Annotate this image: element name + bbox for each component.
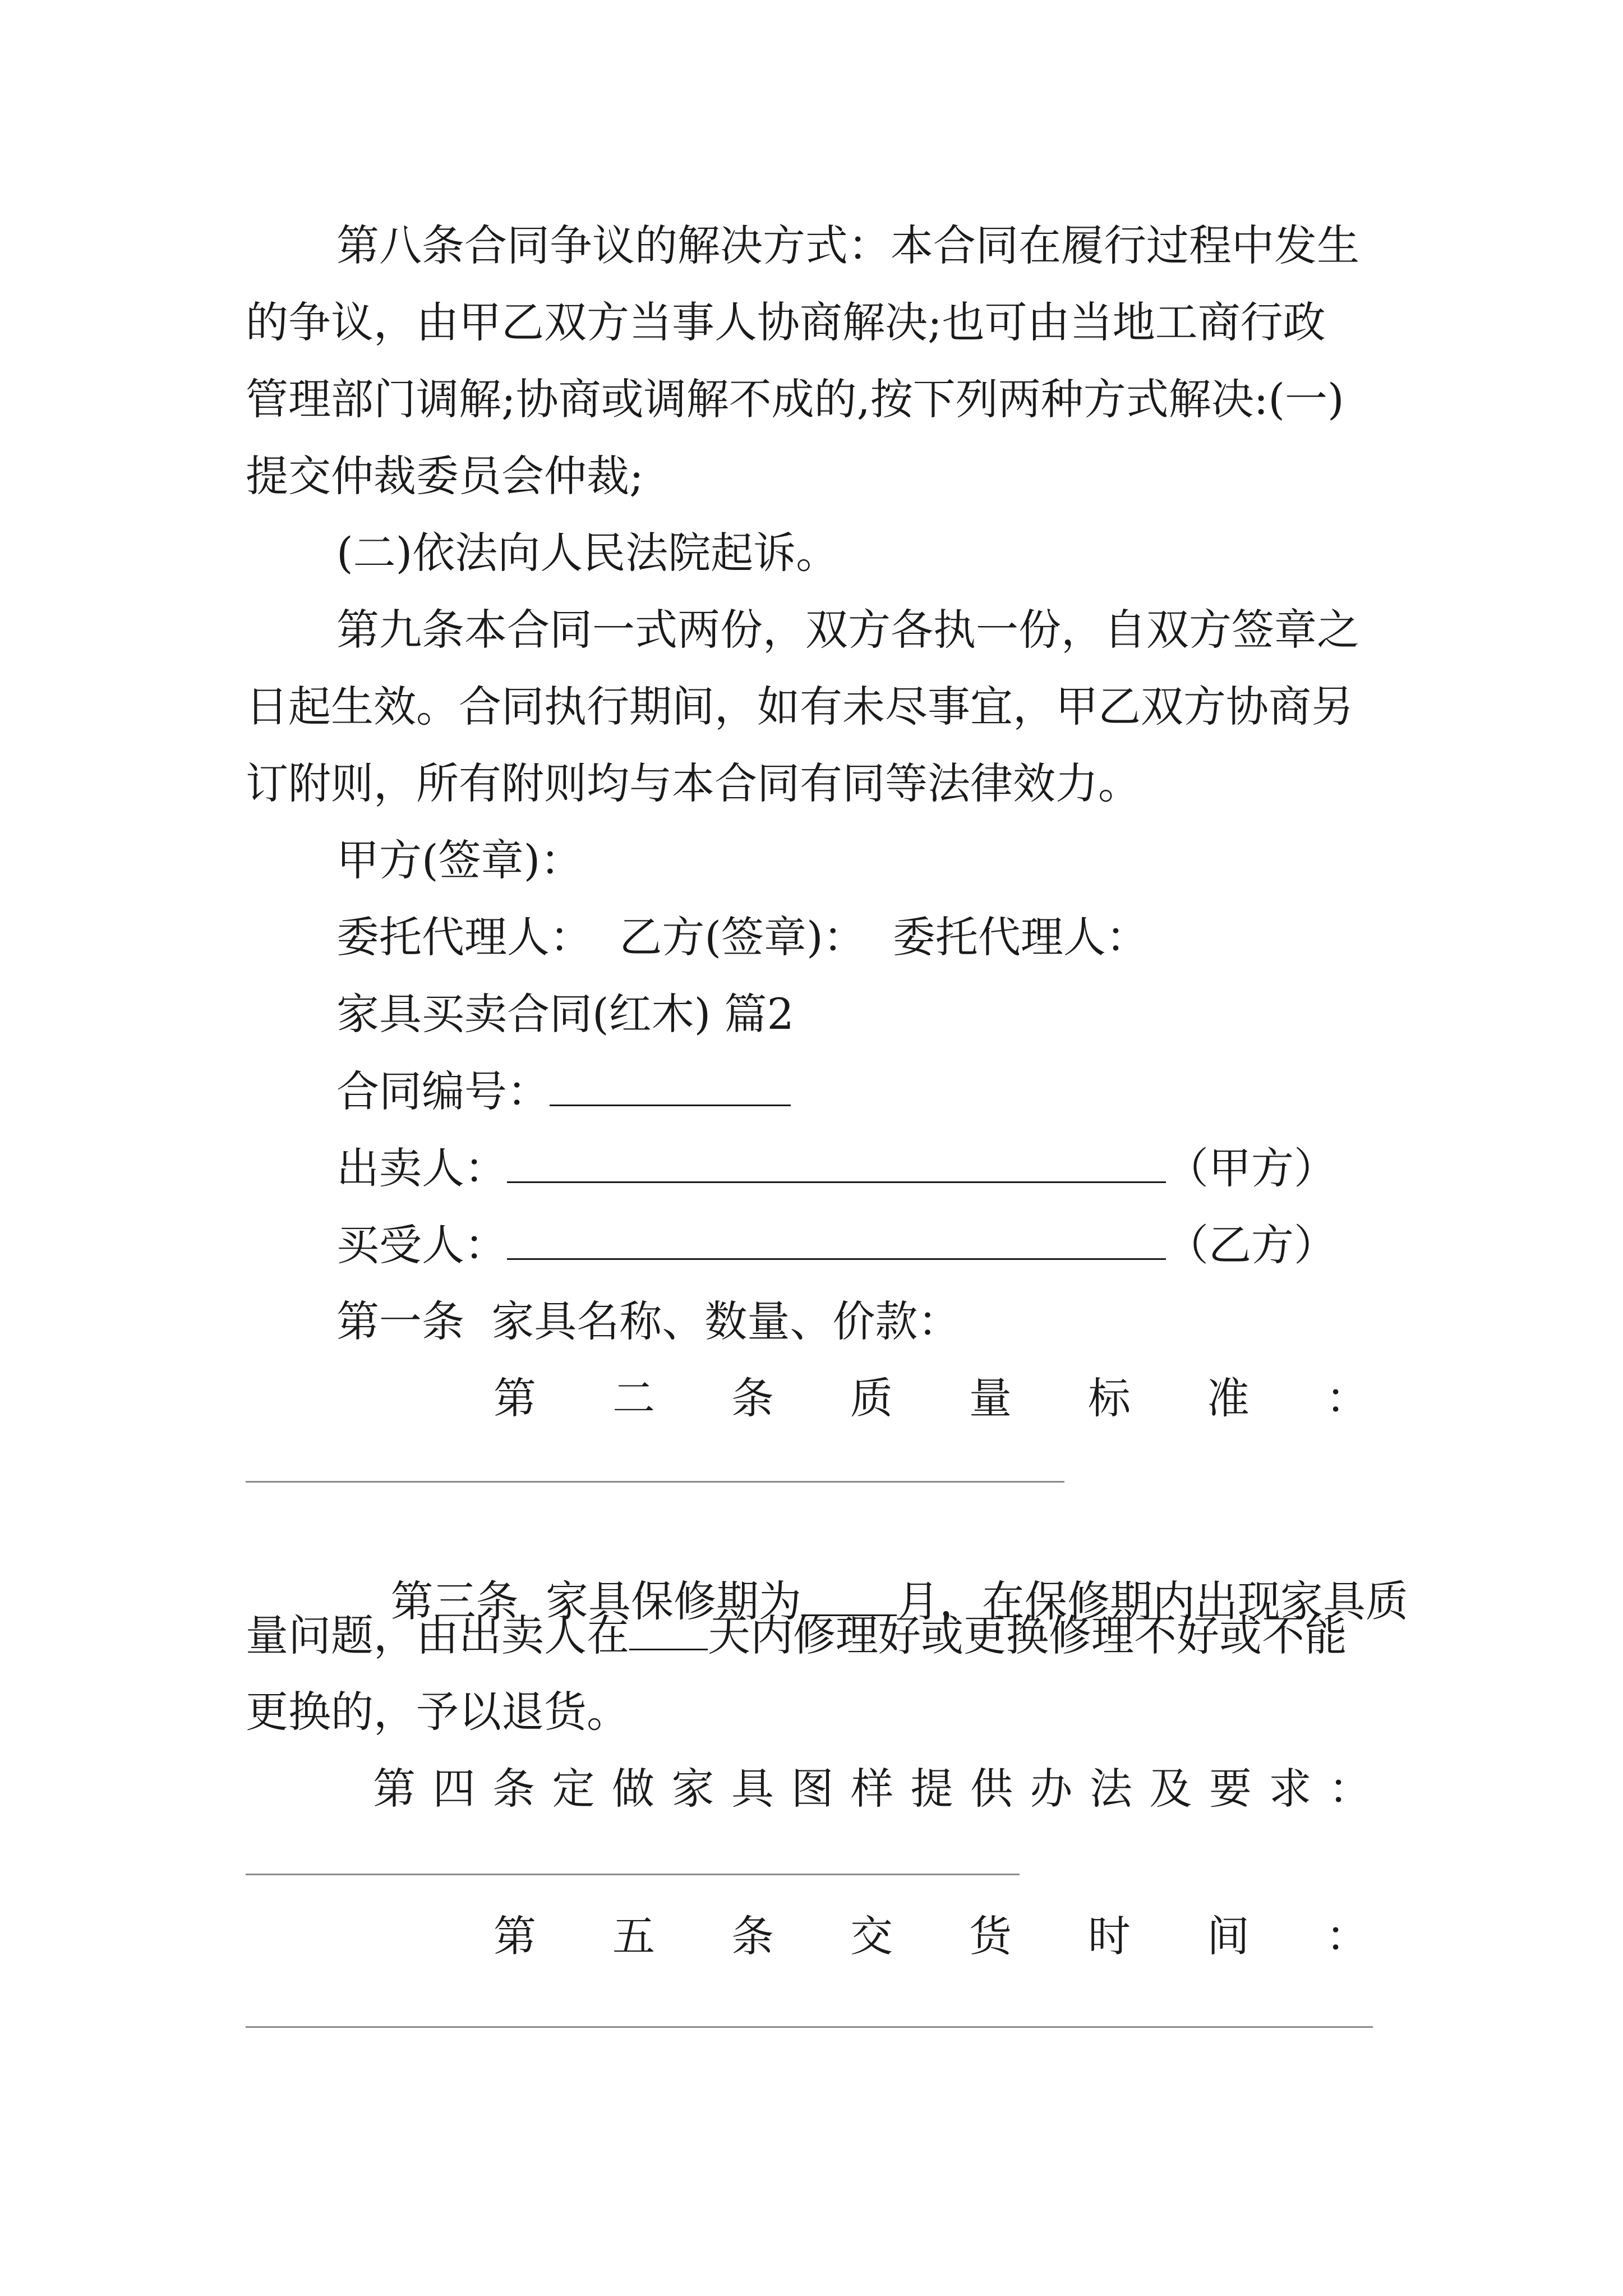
article1: 第一条 家具名称、数量、价款： xyxy=(336,1296,961,1346)
article5-fill-line xyxy=(246,2026,1373,2028)
article3-line2-start: 量问题，由出卖人在 xyxy=(246,1611,629,1660)
article4-fill-line xyxy=(246,1874,1020,1875)
article4-char: 条 xyxy=(492,1764,535,1814)
article4-char: ： xyxy=(1329,1764,1371,1814)
buyer-suffix: （乙方） xyxy=(1166,1220,1336,1270)
option-two: (二)依法向人民法院起诉。 xyxy=(336,528,839,578)
article2-fill-line xyxy=(246,1481,1064,1483)
article4-char: 要 xyxy=(1209,1764,1252,1814)
article4-char: 家 xyxy=(671,1764,714,1814)
article4-char: 四 xyxy=(432,1764,476,1814)
article8-line3: 管理部门调解;协商或调解不成的,按下列两种方式解决:(一) xyxy=(246,374,1344,424)
contract-number-row xyxy=(336,1066,791,1116)
article2-char: 质 xyxy=(850,1373,893,1423)
article5-char: 间 xyxy=(1207,1911,1249,1961)
article4-heading xyxy=(373,1764,1371,1814)
article5-char: 五 xyxy=(612,1911,655,1961)
buyer-row xyxy=(336,1220,1336,1270)
article2-char: 量 xyxy=(969,1373,1012,1423)
article2-heading xyxy=(494,1373,1368,1423)
contract2-title: 家具买卖合同(红木) 篇2 xyxy=(336,989,794,1039)
article5-char: 交 xyxy=(850,1911,893,1961)
seller-row xyxy=(336,1143,1336,1193)
article4-char: 办 xyxy=(1030,1764,1073,1814)
repair-days-blank xyxy=(629,1614,708,1650)
article4-char: 图 xyxy=(791,1764,834,1814)
article2-char: 准 xyxy=(1207,1373,1249,1423)
seller-blank xyxy=(507,1147,1166,1183)
article3-line2-end: 天内修理好或更换修理不好或不能 xyxy=(708,1611,1347,1660)
article5-char: 时 xyxy=(1088,1911,1131,1961)
article4-char: 具 xyxy=(731,1764,774,1814)
party-a-signature: 甲方(签章)： xyxy=(336,835,583,885)
article4-char: 提 xyxy=(910,1764,953,1814)
article4-char: 样 xyxy=(851,1764,893,1814)
article8-line4: 提交仲裁委员会仲裁; xyxy=(246,451,644,501)
article5-char: 第 xyxy=(494,1911,536,1961)
article2-char: 二 xyxy=(612,1373,655,1423)
signature-row: 委托代理人： 乙方(签章)： 委托代理人： xyxy=(336,912,1149,962)
article5-char: 条 xyxy=(731,1911,774,1961)
article4-char: 求 xyxy=(1269,1764,1312,1814)
article2-char: 第 xyxy=(494,1373,536,1423)
article9-line3: 订附则，所有附则均与本合同有同等法律效力。 xyxy=(246,758,1141,808)
article4-char: 法 xyxy=(1090,1764,1132,1814)
article9-line2: 日起生效。合同执行期间，如有未尽事宜，甲乙双方协商另 xyxy=(246,682,1354,731)
article3-line1-end: 月，在保修期内出现家具质 xyxy=(896,1576,1408,1626)
article4-char: 供 xyxy=(970,1764,1013,1814)
article8-line1: 第八条合同争议的解决方式：本合同在履行过程中发生 xyxy=(336,220,1359,270)
article8-line2: 的争议，由甲乙双方当事人协商解决;也可由当地工商行政 xyxy=(246,297,1326,347)
article4-char: 定 xyxy=(552,1764,595,1814)
article4-char: 做 xyxy=(612,1764,654,1814)
article2-char: 条 xyxy=(731,1373,774,1423)
article4-char: 及 xyxy=(1149,1764,1192,1814)
article9-line1: 第九条本合同一式两份，双方各执一份，自双方签章之 xyxy=(336,605,1359,655)
article5-char: ： xyxy=(1326,1911,1368,1961)
contract-number-label: 合同编号： xyxy=(336,1066,550,1116)
article5-char: 货 xyxy=(969,1911,1012,1961)
article2-char: 标 xyxy=(1088,1373,1131,1423)
article5-heading xyxy=(494,1911,1368,1961)
seller-suffix: （甲方） xyxy=(1166,1143,1336,1193)
contract-number-blank xyxy=(550,1070,791,1106)
buyer-blank xyxy=(507,1223,1166,1260)
article2-char: ： xyxy=(1326,1373,1368,1423)
article3-line3: 更换的，予以退货。 xyxy=(246,1687,629,1737)
article3-line2 xyxy=(246,1611,1347,1660)
article3-line1-start: 第三条 家具保修期为 xyxy=(390,1576,801,1626)
article4-char: 第 xyxy=(373,1764,416,1814)
buyer-label: 买受人： xyxy=(336,1220,507,1270)
seller-label: 出卖人： xyxy=(336,1143,507,1193)
